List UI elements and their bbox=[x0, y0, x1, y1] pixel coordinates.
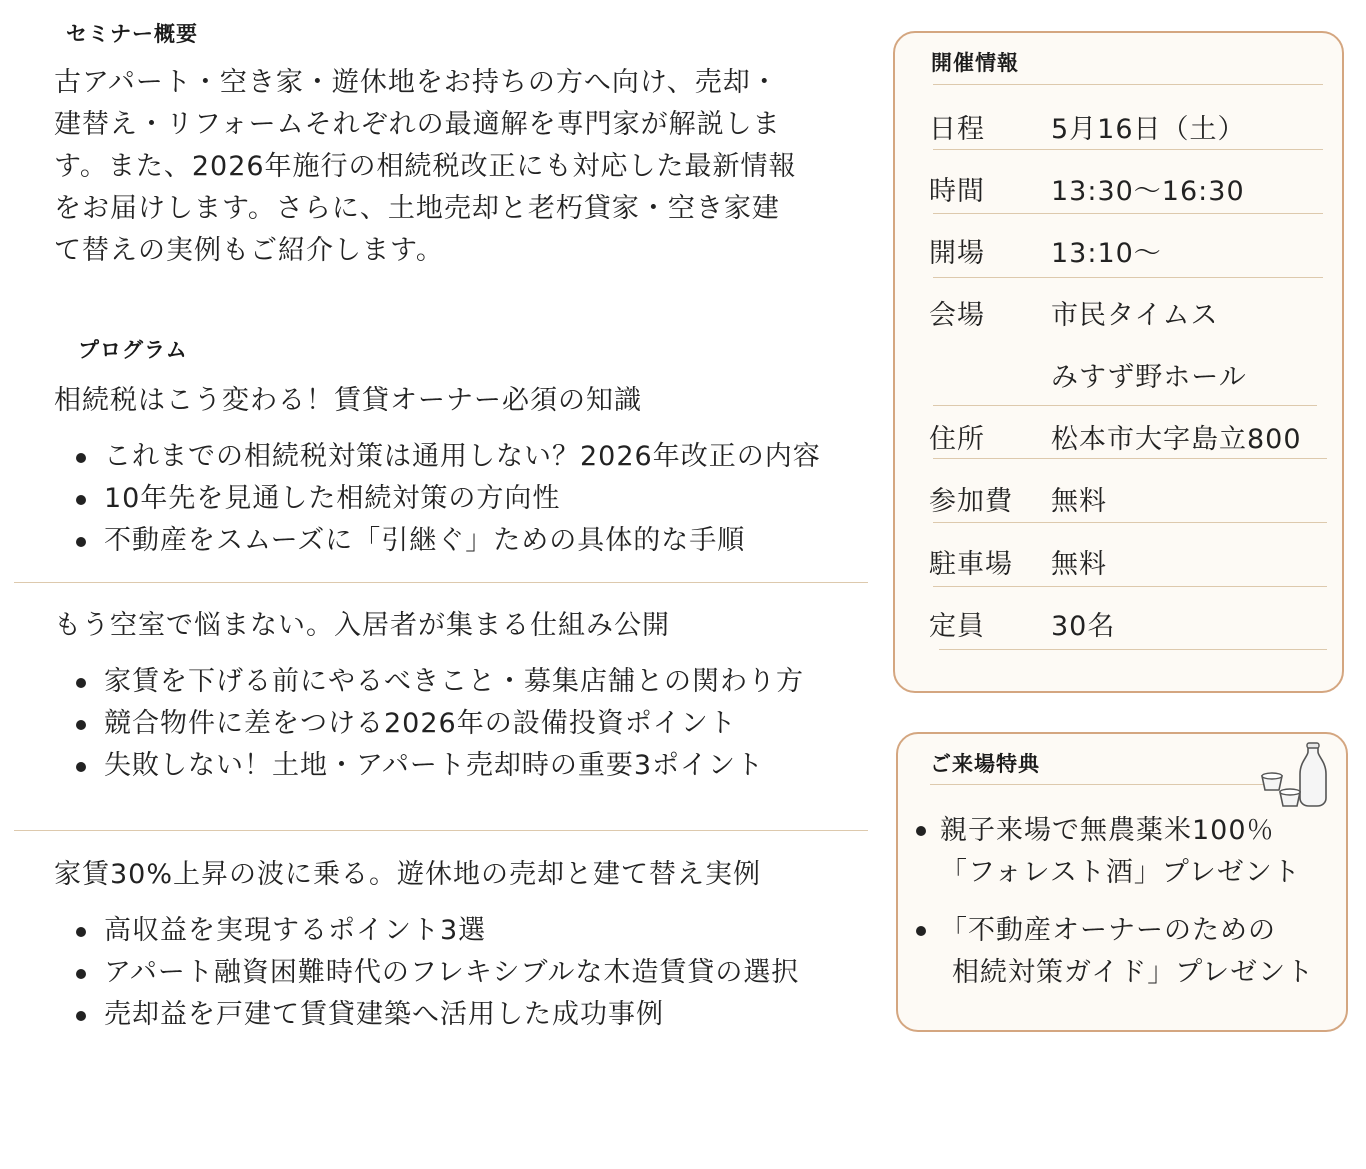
benefits-heading: ご来場特典 bbox=[930, 752, 1040, 776]
info-label: 会場 bbox=[929, 300, 985, 331]
event-info-heading: 開催情報 bbox=[931, 51, 1019, 75]
overview-line: 建替え・リフォームそれぞれの最適解を専門家が解説しま bbox=[54, 109, 781, 140]
info-row-venue bbox=[929, 293, 1218, 332]
list-item: 家賃を下げる前にやるべきこと・募集店舗との関わり方 bbox=[54, 661, 804, 703]
program-section-title: 相続税はこう変わる！賃貸オーナー必須の知識 bbox=[54, 385, 642, 416]
list-item: 不動産をスムーズに「引継ぐ」ための具体的な手順 bbox=[54, 520, 821, 562]
info-value: 5月16日（土） bbox=[1051, 114, 1246, 145]
list-item: 10年先を見通した相続対策の方向性 bbox=[54, 478, 821, 520]
section-divider bbox=[14, 582, 868, 583]
info-value: 松本市大字島立800 bbox=[1051, 424, 1302, 455]
benefits-card bbox=[896, 732, 1348, 1032]
info-value: みすず野ホール bbox=[1051, 362, 1247, 393]
benefit-line: 「フォレスト酒」プレゼント bbox=[940, 857, 1301, 888]
benefit-line: 相続対策ガイド」プレゼント bbox=[952, 957, 1315, 988]
event-info-card bbox=[893, 31, 1344, 693]
overview-line: 古アパート・空き家・遊休地をお持ちの方へ向け、売却・ bbox=[54, 67, 779, 98]
benefit-line: 親子来場で無農薬米100％ bbox=[940, 815, 1275, 846]
info-value: 無料 bbox=[1051, 486, 1107, 517]
overview-line: て替えの実例もご紹介します。 bbox=[54, 235, 444, 266]
info-row-date bbox=[929, 107, 1246, 146]
info-value: 13:30～16:30 bbox=[1051, 176, 1245, 207]
program-section-title: 家賃30%上昇の波に乗る。遊休地の売却と建て替え実例 bbox=[54, 859, 762, 890]
info-value: 無料 bbox=[1051, 549, 1107, 580]
benefits-list bbox=[912, 810, 1314, 1010]
info-value: 30名 bbox=[1051, 611, 1116, 642]
overview-line: をお届けします。さらに、土地売却と老朽貸家・空き家建 bbox=[54, 193, 780, 224]
info-row-parking bbox=[929, 542, 1107, 581]
list-item bbox=[912, 810, 1314, 894]
info-divider bbox=[933, 522, 1327, 523]
list-item: アパート融資困難時代のフレキシブルな木造賃貸の選択 bbox=[54, 952, 799, 994]
list-item: 失敗しない！土地・アパート売却時の重要3ポイント bbox=[54, 745, 804, 787]
list-item bbox=[912, 910, 1314, 994]
info-row-fee bbox=[929, 479, 1107, 518]
section-divider bbox=[14, 830, 868, 831]
info-label: 住所 bbox=[929, 424, 985, 455]
info-divider bbox=[933, 213, 1323, 214]
program-section-title: もう空室で悩まない。入居者が集まる仕組み公開 bbox=[54, 610, 670, 641]
info-label: 参加費 bbox=[929, 486, 1013, 517]
list-item: 競合物件に差をつける2026年の設備投資ポイント bbox=[54, 703, 804, 745]
info-row-capacity bbox=[929, 604, 1115, 643]
program-section-list bbox=[54, 436, 821, 562]
overview-text bbox=[54, 62, 864, 272]
info-divider bbox=[933, 84, 1323, 85]
benefits-divider bbox=[930, 784, 1280, 785]
sake-set-icon bbox=[1260, 742, 1330, 810]
info-row-time bbox=[929, 169, 1245, 208]
info-divider bbox=[933, 149, 1323, 150]
overview-heading: セミナー概要 bbox=[66, 22, 198, 46]
info-row-address bbox=[929, 417, 1302, 456]
info-label: 日程 bbox=[929, 114, 985, 145]
info-label: 駐車場 bbox=[929, 549, 1013, 580]
program-heading: プログラム bbox=[78, 338, 188, 362]
info-row-venue-cont bbox=[929, 355, 1247, 394]
overview-line: す。また、2026年施行の相続税改正にも対応した最新情報 bbox=[54, 151, 797, 182]
list-item: 高収益を実現するポイント3選 bbox=[54, 910, 799, 952]
program-section-list bbox=[54, 661, 804, 787]
list-item: これまでの相続税対策は通用しない？2026年改正の内容 bbox=[54, 436, 821, 478]
info-label: 定員 bbox=[929, 611, 985, 642]
info-value: 13:10～ bbox=[1051, 238, 1162, 269]
info-divider bbox=[933, 277, 1323, 278]
info-divider bbox=[933, 586, 1327, 587]
benefit-line: 「不動産オーナーのための bbox=[940, 915, 1276, 946]
info-label: 時間 bbox=[929, 176, 985, 207]
info-divider bbox=[939, 649, 1327, 650]
info-divider bbox=[933, 405, 1317, 406]
info-row-doors-open bbox=[929, 231, 1162, 270]
info-value: 市民タイムス bbox=[1051, 300, 1219, 331]
info-divider bbox=[933, 458, 1327, 459]
list-item: 売却益を戸建て賃貸建築へ活用した成功事例 bbox=[54, 994, 799, 1036]
program-section-list bbox=[54, 910, 799, 1036]
info-label: 開場 bbox=[929, 238, 985, 269]
